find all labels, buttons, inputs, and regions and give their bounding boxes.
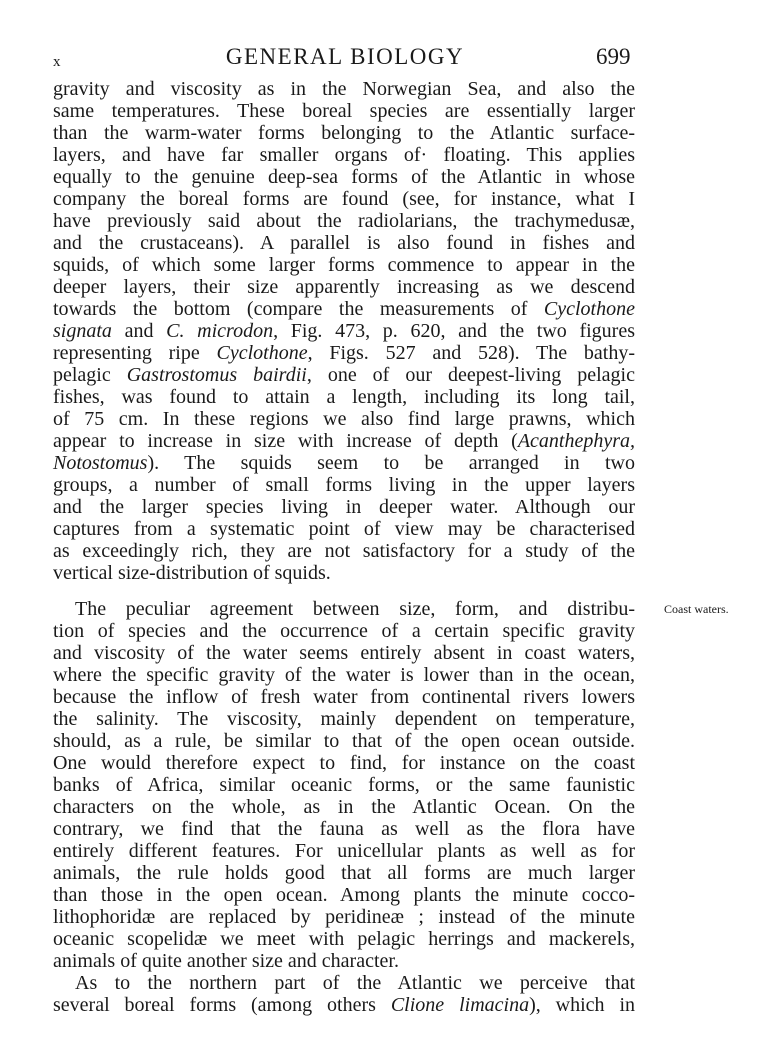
italic-term: Notostomus (53, 452, 148, 474)
text-segment: entirely different features. For unicellular plants as well as for (53, 840, 635, 862)
text-line (53, 144, 635, 166)
text-segment: and (111, 320, 167, 342)
text-segment: have previously said about the radiolarians, the trachymedusæ, (53, 210, 635, 232)
text-line (53, 994, 635, 1016)
text-segment: the salinity. The viscosity, mainly dependent on temperature, (53, 708, 635, 730)
text-segment: company the boreal forms are found (see, for instance, what I (53, 188, 635, 210)
text-segment: than those in the open ocean. Among plants the minute cocco- (53, 884, 635, 906)
text-line (53, 928, 635, 950)
text-segment: banks of Africa, similar oceanic forms, or the same faunistic (53, 774, 635, 796)
text-segment: lithophoridæ are replaced by peridineæ ; instead of the minute (53, 906, 635, 928)
text-line (53, 686, 635, 708)
text-line (53, 562, 635, 584)
text-segment: towards the bottom (compare the measurements of (53, 298, 544, 320)
text-segment: of 75 cm. In these regions we also find large prawns, which (53, 408, 635, 430)
text-line (53, 496, 635, 518)
text-line (53, 518, 635, 540)
text-line (53, 210, 635, 232)
text-segment: than the warm-water forms belonging to the Atlantic surface- (53, 122, 635, 144)
page-number: 699 (596, 44, 631, 69)
text-line (53, 320, 635, 342)
text-line (53, 254, 635, 276)
text-line (53, 752, 635, 774)
text-segment: , one of our deepest-living pelagic (306, 364, 635, 386)
text-segment: ), which in (529, 994, 636, 1016)
text-segment: several boreal forms (among others (53, 994, 391, 1016)
text-segment: One would therefore expect to find, for instance on the coast (53, 752, 635, 774)
text-segment: because the inflow of fresh water from continental rivers lowers (53, 686, 635, 708)
italic-term: Cyclothone (216, 342, 308, 364)
text-line (53, 122, 635, 144)
text-line (53, 386, 635, 408)
text-line (53, 818, 635, 840)
text-line (53, 188, 635, 210)
text-segment: equally to the genuine deep-sea forms of the Atlantic in whose (53, 166, 635, 188)
text-segment: animals, the rule holds good that all forms are much larger (53, 862, 635, 884)
text-segment: , Fig. 473, p. 620, and the two figures (273, 320, 635, 342)
text-line (53, 298, 635, 320)
text-line (53, 862, 635, 884)
text-segment: ). The squids seem to be arranged in two (147, 452, 635, 474)
italic-term: Clione limacina (390, 994, 530, 1016)
text-segment: contrary, we find that the fauna as well as the flora have (53, 818, 635, 840)
text-segment: gravity and viscosity as in the Norwegian Sea, and also the (53, 78, 635, 100)
text-line (53, 906, 635, 928)
italic-term: C. microdon (166, 320, 274, 342)
paragraph-northern-atlantic (53, 972, 635, 1016)
text-line (53, 664, 635, 686)
text-line (53, 452, 635, 474)
text-line (53, 774, 635, 796)
text-segment: deeper layers, their size apparently increasing as we descend (53, 276, 635, 298)
text-line (53, 796, 635, 818)
text-line (53, 364, 635, 386)
text-segment: The peculiar agreement between size, form, and distribu- (75, 598, 635, 620)
italic-term: signata (53, 320, 112, 342)
text-line (53, 840, 635, 862)
text-segment: groups, a number of small forms living in the upper layers (53, 474, 635, 496)
text-segment: where the specific gravity of the water is lower than in the ocean, (53, 664, 635, 686)
text-segment: , Figs. 527 and 528). The bathy- (307, 342, 635, 364)
text-segment: tion of species and the occurrence of a certain specific gravity (53, 620, 635, 642)
text-segment: captures from a systematic point of view may be characterised (53, 518, 635, 540)
text-line (53, 276, 635, 298)
text-segment: representing ripe (53, 342, 217, 364)
text-segment: appear to increase in size with increase of depth ( (53, 430, 518, 452)
text-line (53, 342, 635, 364)
text-segment: oceanic scopelidæ we meet with pelagic herrings and mackerels, (53, 928, 635, 950)
text-line (53, 474, 635, 496)
italic-term: Gastrostomus bairdii (126, 364, 307, 386)
text-line (53, 884, 635, 906)
italic-term: Cyclothone (543, 298, 635, 320)
italic-term: Acanthephyra, (517, 430, 635, 452)
text-line (53, 166, 635, 188)
text-segment: characters on the whole, as in the Atlantic Ocean. On the (53, 796, 635, 818)
text-line (53, 598, 635, 620)
text-segment: as exceedingly rich, they are not satisfactory for a study of the (53, 540, 635, 562)
text-segment: squids, of which some larger forms commence to appear in the (53, 254, 635, 276)
text-line (53, 972, 635, 994)
running-title: GENERAL BIOLOGY (225, 44, 465, 69)
text-line (53, 232, 635, 254)
paragraph-coast-waters (53, 598, 635, 972)
text-segment: As to the northern part of the Atlantic we perceive that (75, 972, 635, 994)
text-segment: should, as a rule, be similar to that of the open ocean outside. (53, 730, 635, 752)
text-segment: same temperatures. These boreal species are essentially larger (53, 100, 635, 122)
text-line (53, 708, 635, 730)
text-line (53, 730, 635, 752)
text-segment: and the crustaceans). A parallel is also found in fishes and (53, 232, 635, 254)
text-line (53, 950, 635, 972)
text-line (53, 100, 635, 122)
text-segment: and the larger species living in deeper water. Although our (53, 496, 635, 518)
text-line (53, 642, 635, 664)
text-line (53, 430, 635, 452)
text-segment: vertical size-distribution of squids. (53, 562, 331, 584)
text-segment: layers, and have far smaller organs of· floating. This applies (53, 144, 635, 166)
paragraph-size-distribution (53, 78, 635, 584)
text-segment: animals of quite another size and character. (53, 950, 399, 972)
text-segment: fishes, was found to attain a length, including its long tail, (53, 386, 635, 408)
text-line (53, 78, 635, 100)
text-segment: pelagic (53, 364, 127, 386)
text-line (53, 540, 635, 562)
margin-note: Coast waters. (664, 602, 729, 616)
text-line (53, 408, 635, 430)
signature-mark: x (53, 54, 61, 70)
text-line (53, 620, 635, 642)
text-segment: and viscosity of the water seems entirely absent in coast waters, (53, 642, 635, 664)
